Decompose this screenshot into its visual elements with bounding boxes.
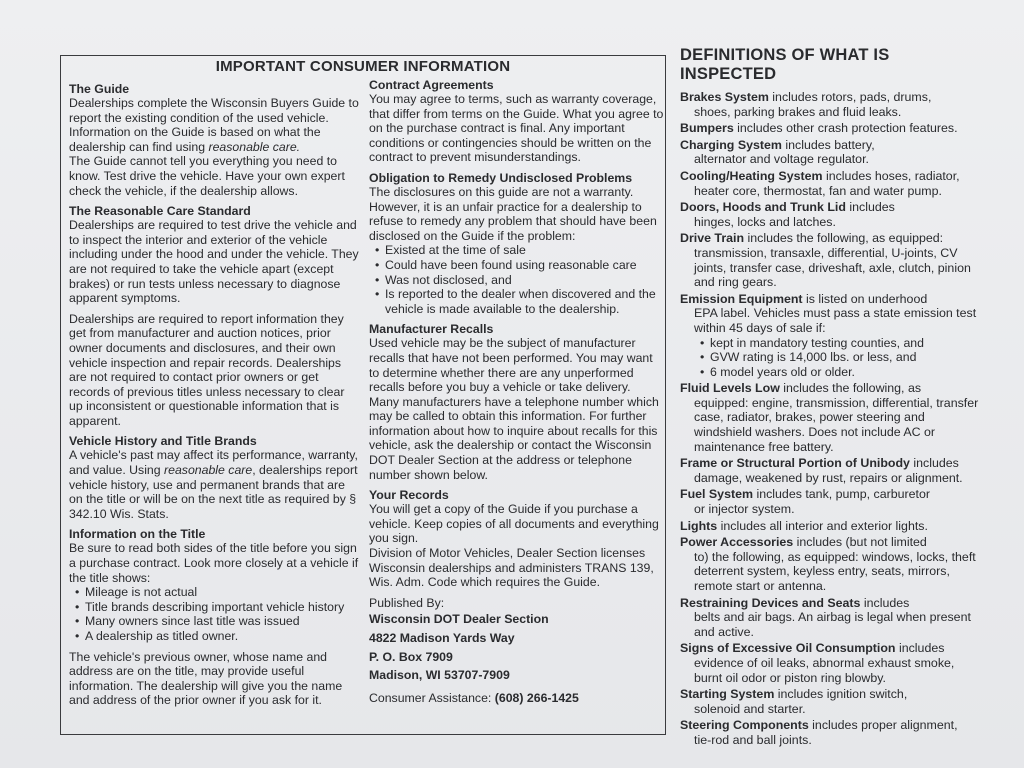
box-title: IMPORTANT CONSUMER INFORMATION: [215, 58, 511, 75]
middle-column: [369, 78, 664, 711]
definition-item: Emission Equipment is listed on underhood EPA label. Vehicles must pass a state emission test within 45 days of sale if: • kept in mandatory testing counties, and • GVW rating is 14,000 lbs. or less, and • 6 model years old or older.: [680, 292, 980, 380]
section-body: Division of Motor Vehicles, Dealer Section licenses Wisconsin dealerships and administers TRANS 139, Wis. Adm. Code which requires the Guide.: [369, 546, 654, 590]
list-item: • Title brands describing important vehicle history: [69, 600, 361, 615]
section-published: [369, 596, 664, 706]
section-body: Be sure to read both sides of the title before you sign a purchase contract. Look more closely at a vehicle if the title shows:: [69, 541, 359, 585]
consumer-assistance: Consumer Assistance: (608) 266-1425: [369, 690, 579, 705]
list-item: • Could have been found using reasonable care: [369, 258, 664, 273]
section-body: The vehicle's previous owner, whose name and address are on the title, may provide useful information. The dealership will give you the name and address of the prior owner if you ask for it.: [69, 649, 343, 708]
emission-bullets: [680, 336, 980, 380]
published-label: Published By:: [369, 595, 445, 610]
section-body: The disclosures on this guide are not a warranty. However, it is an unfair practice for a dealership to refuse to remedy any problem that should have been disclosed on the Guide if the problem:: [369, 184, 657, 243]
definition-item: Cooling/Heating System includes hoses, radiator, heater core, thermostat, fan and water pump.: [680, 168, 960, 198]
definition-item: Steering Components includes proper alignment, tie-rod and ball joints.: [680, 718, 958, 747]
published-street: 4822 Madison Yards Way: [369, 631, 515, 645]
section-heading: Manufacturer Recalls: [369, 322, 494, 337]
section-body: Dealerships are required to test drive the vehicle and to inspect the interior and exterior of the vehicle including under the hood and under the vehicle. They are not required to take the vehicle apart (except brakes) or run tests unless necessary to diagnose apparent symptoms.: [69, 218, 359, 306]
list-item: • 6 model years old or older.: [694, 365, 980, 380]
section-body: You may agree to terms, such as warranty coverage, that differ from terms on the Guide. What you agree to on the purchase contract is final. Any important conditions or contingencies should be written on the contract to prevent misunderstandings.: [369, 92, 664, 165]
section-heading: Vehicle History and Title Brands: [69, 434, 257, 449]
definition-item: Brakes System includes rotors, pads, drums, shoes, parking brakes and fluid leaks.: [680, 90, 932, 119]
section-title-info: [69, 527, 361, 708]
definition-item: Bumpers includes other crash protection features.: [680, 121, 958, 136]
section-heading: Contract Agreements: [369, 78, 494, 92]
list-item: • kept in mandatory testing counties, and: [694, 336, 980, 351]
definition-item: Frame or Structural Portion of Unibody includes damage, weakened by rust, repairs or alignment.: [680, 456, 963, 485]
section-recalls: [369, 322, 664, 482]
definition-item: Fuel System includes tank, pump, carburetor or injector system.: [680, 487, 931, 517]
published-org: Wisconsin DOT Dealer Section: [369, 612, 549, 627]
list-item: • Existed at the time of sale: [369, 243, 664, 258]
section-body: The Guide cannot tell you everything you need to know. Test drive the vehicle. Have your own expert check the vehicle, if the dealership allows.: [69, 154, 345, 198]
consumer-info-box: [60, 55, 666, 735]
definition-item: Drive Train includes the following, as equipped: transmission, transaxle, differential, U-joints, CV joints, transfer case, driveshaft, axle, clutch, pinion and ring gears.: [680, 231, 971, 290]
list-item: • A dealership as titled owner.: [69, 629, 361, 644]
published-pobox: P. O. Box 7909: [369, 649, 453, 664]
definition-item: Power Accessories includes (but not limited to) the following, as equipped: windows, locks, theft deterrent system, keyless entry, seats, mirrors, remote start or antenna.: [680, 535, 976, 593]
section-body: Used vehicle may be the subject of manufacturer recalls that have not been performed. You may want to determine whether there are any unperformed recalls before you buy a vehicle or take delivery. Many manufacturers have a telephone number which may be called to obtain this information. For further information about how to inquire about recalls for this vehicle, ask the dealership or contact the Wisconsin DOT Dealer Section at the address or telephone number shown below.: [369, 336, 659, 482]
section-contract: [369, 78, 664, 165]
list-item: • GVW rating is 14,000 lbs. or less, and: [694, 350, 980, 365]
definition-item: Restraining Devices and Seats includes belts and air bags. An airbag is legal when present and active.: [680, 595, 971, 639]
list-item: • Was not disclosed, and: [369, 273, 664, 288]
section-reasonable-care: [69, 204, 361, 428]
section-heading: Your Records: [369, 488, 449, 503]
section-body: Dealerships complete the Wisconsin Buyers Guide to report the existing condition of the used vehicle. Information on the Guide is based on what the dealership can find using reasonable care.: [69, 96, 359, 154]
left-column: [69, 82, 361, 714]
definition-item: Doors, Hoods and Trunk Lid includes hinges, locks and latches.: [680, 200, 895, 229]
section-body: A vehicle's past may affect its performance, warranty, and value. Using reasonable care, dealerships report vehicle history, use and permanent brands that are on the title or will be on the next title as required by § 342.10 Wis. Stats.: [69, 448, 358, 521]
section-records: [369, 488, 664, 590]
definition-item: Charging System includes battery, alternator and voltage regulator.: [680, 137, 875, 167]
definition-item: Fluid Levels Low includes the following, as equipped: engine, transmission, differential, transfer case, radiator, brakes, power steering and windshield washers. Does not include AC or maintenance free battery.: [680, 381, 979, 454]
definition-item: Starting System includes ignition switch, solenoid and starter.: [680, 687, 908, 716]
title-bullets: [69, 585, 361, 643]
section-remedy: [369, 171, 664, 316]
section-heading: The Reasonable Care Standard: [69, 204, 251, 219]
list-item: • Many owners since last title was issued: [69, 614, 361, 629]
section-heading: The Guide: [69, 82, 130, 96]
section-body: You will get a copy of the Guide if you purchase a vehicle. Keep copies of all documents and everything you sign.: [369, 502, 659, 546]
section-body: Dealerships are required to report information they get from manufacturer and auction notices, prior owner documents and disclosures, and their own vehicle inspection and repair records. Dealerships are not required to contact prior owners or get records of previous titles unless necessary to clear up inconsistent or questionable information that is apparent.: [69, 311, 345, 428]
remedy-bullets: [369, 243, 664, 316]
definitions-title: DEFINITIONS OF WHAT IS INSPECTED: [680, 46, 890, 83]
list-item: • Is reported to the dealer when discovered and the vehicle is made available to the dealership.: [369, 287, 664, 316]
definition-item: Signs of Excessive Oil Consumption includes evidence of oil leaks, abnormal exhaust smoke, burnt oil odor or piston ring blowby.: [680, 641, 955, 685]
section-heading: Information on the Title: [69, 527, 206, 542]
published-city: Madison, WI 53707-7909: [369, 668, 510, 683]
definitions-panel: [680, 46, 980, 750]
definition-item: Lights includes all interior and exterior lights.: [680, 518, 928, 533]
section-the-guide: [69, 82, 361, 198]
section-vehicle-history: [69, 434, 361, 521]
section-heading: Obligation to Remedy Undisclosed Problems: [369, 170, 633, 185]
list-item: • Mileage is not actual: [69, 585, 361, 600]
